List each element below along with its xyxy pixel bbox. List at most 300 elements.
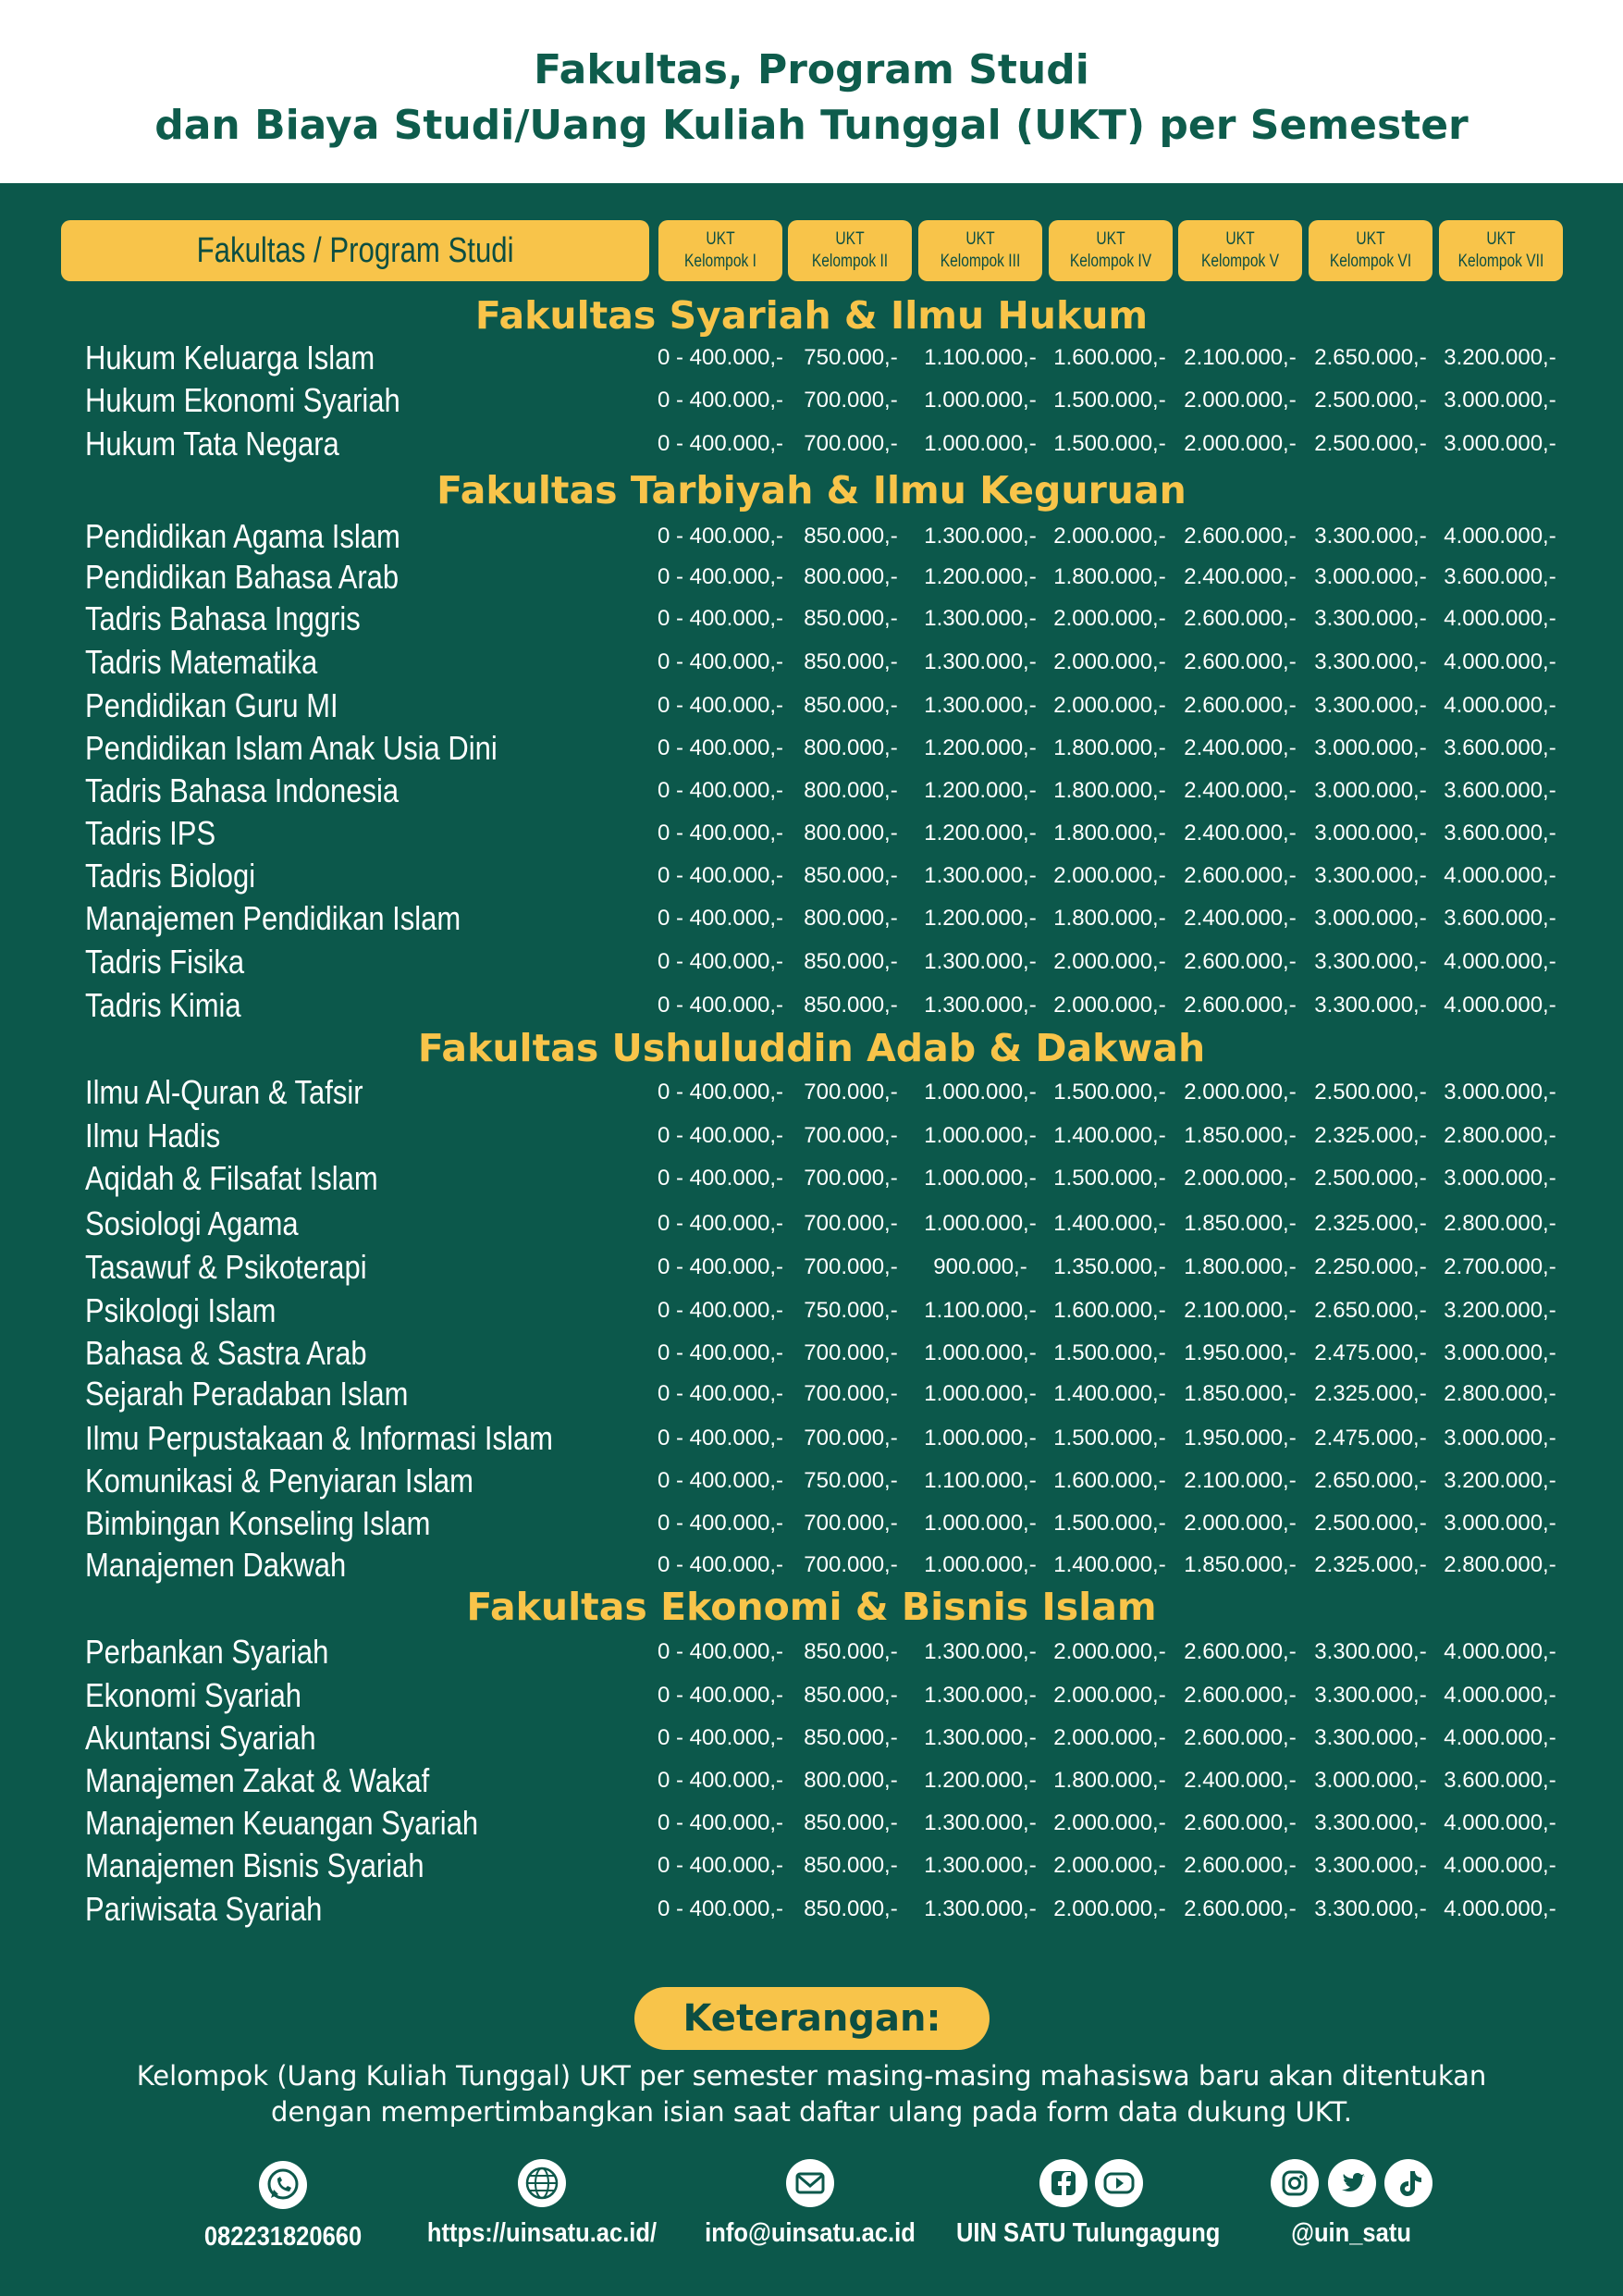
program-name: Akuntansi Syariah — [85, 1719, 316, 1757]
fee-cell-ukt-2: 700.000,- — [804, 1166, 898, 1191]
fee-cell-ukt-6: 2.475.000,- — [1314, 1426, 1427, 1450]
program-name: Tadris Bahasa Inggris — [85, 599, 361, 637]
header-ukt-1 — [658, 220, 782, 281]
fee-cell-ukt-3: 1.300.000,- — [924, 693, 1037, 718]
program-name: Aqidah & Filsafat Islam — [85, 1159, 378, 1197]
fee-cell-ukt-7: 4.000.000,- — [1444, 649, 1556, 674]
fee-cell-ukt-7: 2.700.000,- — [1444, 1254, 1556, 1279]
fee-cell-ukt-4: 1.500.000,- — [1053, 388, 1166, 413]
fee-cell-ukt-5: 2.000.000,- — [1184, 431, 1297, 456]
fee-cell-ukt-1: 0 - 400.000,- — [657, 821, 784, 846]
fee-cell-ukt-6: 3.300.000,- — [1314, 1810, 1427, 1835]
fee-cell-ukt-7: 4.000.000,- — [1444, 1896, 1556, 1921]
fee-cell-ukt-2: 800.000,- — [804, 778, 898, 803]
fee-cell-ukt-7: 4.000.000,- — [1444, 1853, 1556, 1878]
facebook-icon[interactable] — [1039, 2159, 1088, 2207]
fee-cell-ukt-3: 900.000,- — [933, 1254, 1027, 1279]
program-name: Ilmu Hadis — [85, 1117, 221, 1154]
program-name: Tadris Biologi — [85, 857, 256, 895]
fee-cell-ukt-4: 2.000.000,- — [1053, 1810, 1166, 1835]
fee-cell-ukt-1: 0 - 400.000,- — [657, 388, 784, 413]
fee-cell-ukt-2: 700.000,- — [804, 1123, 898, 1148]
header-ukt-2-line1: UKT — [835, 229, 865, 249]
fee-cell-ukt-4: 1.800.000,- — [1053, 821, 1166, 846]
fee-cell-ukt-1: 0 - 400.000,- — [657, 1768, 784, 1793]
fee-cell-ukt-4: 1.400.000,- — [1053, 1211, 1166, 1236]
fee-cell-ukt-2: 700.000,- — [804, 1080, 898, 1105]
fee-cell-ukt-4: 1.350.000,- — [1053, 1254, 1166, 1279]
program-name: Tadris Fisika — [85, 943, 245, 981]
fee-cell-ukt-3: 1.300.000,- — [924, 524, 1037, 549]
program-name: Tadris Matematika — [85, 643, 318, 681]
fee-cell-ukt-2: 850.000,- — [804, 606, 898, 631]
fee-cell-ukt-1: 0 - 400.000,- — [657, 1166, 784, 1191]
program-name: Psikologi Islam — [85, 1291, 277, 1329]
fee-cell-ukt-5: 2.600.000,- — [1184, 606, 1297, 631]
fee-cell-ukt-5: 2.600.000,- — [1184, 649, 1297, 674]
header-ukt-3-line2: Kelompok III — [940, 252, 1021, 271]
twitter-icon[interactable] — [1328, 2159, 1376, 2207]
fee-cell-ukt-6: 3.000.000,- — [1314, 906, 1427, 931]
fee-cell-ukt-3: 1.000.000,- — [924, 1552, 1037, 1577]
instagram-icon[interactable] — [1271, 2159, 1319, 2207]
fee-cell-ukt-6: 2.500.000,- — [1314, 431, 1427, 456]
fee-cell-ukt-1: 0 - 400.000,- — [657, 1123, 784, 1148]
fee-cell-ukt-5: 1.950.000,- — [1184, 1426, 1297, 1450]
fee-cell-ukt-5: 1.800.000,- — [1184, 1254, 1297, 1279]
fee-cell-ukt-3: 1.200.000,- — [924, 778, 1037, 803]
fee-cell-ukt-4: 1.500.000,- — [1053, 1511, 1166, 1536]
program-name: Pendidikan Islam Anak Usia Dini — [85, 729, 498, 767]
fee-cell-ukt-4: 2.000.000,- — [1053, 524, 1166, 549]
contact-email[interactable]: info@uinsatu.ac.id — [705, 2218, 916, 2248]
fee-cell-ukt-2: 700.000,- — [804, 431, 898, 456]
fee-cell-ukt-4: 2.000.000,- — [1053, 863, 1166, 888]
fee-cell-ukt-6: 2.325.000,- — [1314, 1211, 1427, 1236]
fee-cell-ukt-1: 0 - 400.000,- — [657, 1853, 784, 1878]
fee-cell-ukt-2: 800.000,- — [804, 735, 898, 760]
program-name: Perbankan Syariah — [85, 1633, 329, 1671]
fee-cell-ukt-1: 0 - 400.000,- — [657, 1552, 784, 1577]
fee-cell-ukt-6: 3.000.000,- — [1314, 564, 1427, 589]
fee-cell-ukt-7: 2.800.000,- — [1444, 1211, 1556, 1236]
fee-cell-ukt-7: 3.200.000,- — [1444, 1468, 1556, 1493]
fee-cell-ukt-1: 0 - 400.000,- — [657, 863, 784, 888]
fee-cell-ukt-2: 750.000,- — [804, 1298, 898, 1323]
fee-cell-ukt-3: 1.200.000,- — [924, 735, 1037, 760]
fee-cell-ukt-4: 1.600.000,- — [1053, 345, 1166, 370]
keterangan-line-2: dengan mempertimbangkan isian saat daftar ulang pada form data dukung UKT. — [271, 2096, 1352, 2128]
header-ukt-5-line2: Kelompok V — [1200, 252, 1279, 271]
header-ukt-4-line1: UKT — [1096, 229, 1125, 249]
fee-cell-ukt-4: 2.000.000,- — [1053, 1683, 1166, 1708]
fee-cell-ukt-3: 1.000.000,- — [924, 1166, 1037, 1191]
fee-cell-ukt-2: 850.000,- — [804, 863, 898, 888]
fee-cell-ukt-1: 0 - 400.000,- — [657, 649, 784, 674]
fee-cell-ukt-1: 0 - 400.000,- — [657, 1725, 784, 1750]
fee-cell-ukt-1: 0 - 400.000,- — [657, 1896, 784, 1921]
fee-cell-ukt-3: 1.300.000,- — [924, 1853, 1037, 1878]
fee-cell-ukt-2: 700.000,- — [804, 1426, 898, 1450]
fee-cell-ukt-1: 0 - 400.000,- — [657, 1683, 784, 1708]
fee-cell-ukt-7: 3.000.000,- — [1444, 431, 1556, 456]
program-name: Hukum Ekonomi Syariah — [85, 381, 400, 419]
fee-cell-ukt-3: 1.300.000,- — [924, 1896, 1037, 1921]
fee-cell-ukt-7: 3.600.000,- — [1444, 778, 1556, 803]
fee-cell-ukt-7: 3.000.000,- — [1444, 1511, 1556, 1536]
keterangan-badge: Keterangan: — [634, 1987, 990, 2050]
fee-cell-ukt-7: 4.000.000,- — [1444, 524, 1556, 549]
fee-cell-ukt-7: 4.000.000,- — [1444, 1683, 1556, 1708]
fee-cell-ukt-4: 1.800.000,- — [1053, 906, 1166, 931]
program-name: Tadris IPS — [85, 814, 216, 852]
program-name: Pariwisata Syariah — [85, 1890, 323, 1928]
fee-cell-ukt-3: 1.000.000,- — [924, 1381, 1037, 1406]
fee-cell-ukt-1: 0 - 400.000,- — [657, 345, 784, 370]
header-ukt-5 — [1178, 220, 1302, 281]
fee-cell-ukt-6: 3.300.000,- — [1314, 1896, 1427, 1921]
mail-icon[interactable] — [786, 2159, 834, 2207]
fee-cell-ukt-6: 3.300.000,- — [1314, 993, 1427, 1018]
fee-cell-ukt-6: 2.500.000,- — [1314, 1080, 1427, 1105]
contact-social-fb-yt[interactable]: UIN SATU Tulungagung — [956, 2218, 1221, 2248]
fee-cell-ukt-7: 2.800.000,- — [1444, 1123, 1556, 1148]
fee-cell-ukt-5: 1.850.000,- — [1184, 1381, 1297, 1406]
fee-cell-ukt-3: 1.300.000,- — [924, 606, 1037, 631]
contact-phone[interactable]: 082231820660 — [203, 2222, 363, 2252]
fee-cell-ukt-2: 750.000,- — [804, 345, 898, 370]
program-name: Bimbingan Konseling Islam — [85, 1504, 431, 1542]
fee-cell-ukt-7: 4.000.000,- — [1444, 863, 1556, 888]
fee-cell-ukt-5: 2.000.000,- — [1184, 1166, 1297, 1191]
fee-cell-ukt-3: 1.000.000,- — [924, 431, 1037, 456]
fee-cell-ukt-6: 3.300.000,- — [1314, 863, 1427, 888]
fee-cell-ukt-6: 3.300.000,- — [1314, 524, 1427, 549]
header-ukt-2 — [788, 220, 912, 281]
fee-cell-ukt-6: 3.000.000,- — [1314, 778, 1427, 803]
fee-cell-ukt-4: 1.500.000,- — [1053, 1340, 1166, 1365]
fee-cell-ukt-7: 3.600.000,- — [1444, 821, 1556, 846]
header-ukt-6-line2: Kelompok VI — [1329, 252, 1412, 271]
fee-cell-ukt-2: 850.000,- — [804, 1683, 898, 1708]
fee-cell-ukt-7: 4.000.000,- — [1444, 993, 1556, 1018]
fee-cell-ukt-7: 4.000.000,- — [1444, 1810, 1556, 1835]
fee-cell-ukt-4: 2.000.000,- — [1053, 1853, 1166, 1878]
fee-cell-ukt-7: 4.000.000,- — [1444, 1639, 1556, 1664]
title-area — [0, 0, 1623, 183]
keterangan-line-1: Kelompok (Uang Kuliah Tunggal) UKT per semester masing-masing mahasiswa baru akan ditentukan — [136, 2060, 1487, 2092]
fee-cell-ukt-4: 1.500.000,- — [1053, 1426, 1166, 1450]
fee-cell-ukt-3: 1.300.000,- — [924, 949, 1037, 974]
header-ukt-1-line1: UKT — [706, 229, 735, 249]
fee-cell-ukt-1: 0 - 400.000,- — [657, 1340, 784, 1365]
header-ukt-7-line2: Kelompok VII — [1457, 252, 1544, 271]
fee-cell-ukt-3: 1.100.000,- — [924, 1298, 1037, 1323]
fee-cell-ukt-5: 2.600.000,- — [1184, 993, 1297, 1018]
fee-cell-ukt-6: 2.500.000,- — [1314, 388, 1427, 413]
fee-cell-ukt-2: 800.000,- — [804, 1768, 898, 1793]
header-faculty-program-label: Fakultas / Program Studi — [196, 231, 514, 270]
fee-cell-ukt-7: 3.000.000,- — [1444, 1340, 1556, 1365]
fee-cell-ukt-2: 800.000,- — [804, 821, 898, 846]
fee-cell-ukt-6: 3.300.000,- — [1314, 1725, 1427, 1750]
program-name: Hukum Keluarga Islam — [85, 339, 375, 376]
fee-cell-ukt-2: 850.000,- — [804, 1725, 898, 1750]
fee-cell-ukt-2: 850.000,- — [804, 693, 898, 718]
fee-cell-ukt-6: 3.300.000,- — [1314, 949, 1427, 974]
fee-cell-ukt-5: 2.400.000,- — [1184, 906, 1297, 931]
fee-cell-ukt-6: 3.300.000,- — [1314, 1853, 1427, 1878]
fee-cell-ukt-3: 1.100.000,- — [924, 1468, 1037, 1493]
fee-cell-ukt-4: 2.000.000,- — [1053, 693, 1166, 718]
contact-website[interactable]: https://uinsatu.ac.id/ — [426, 2218, 658, 2248]
header-ukt-7 — [1439, 220, 1563, 281]
header-ukt-2-line2: Kelompok II — [811, 252, 889, 271]
fee-cell-ukt-1: 0 - 400.000,- — [657, 524, 784, 549]
fee-cell-ukt-2: 850.000,- — [804, 949, 898, 974]
fee-cell-ukt-1: 0 - 400.000,- — [657, 1080, 784, 1105]
header-ukt-1-line2: Kelompok I — [684, 252, 756, 271]
fee-cell-ukt-5: 2.000.000,- — [1184, 388, 1297, 413]
program-name: Pendidikan Guru MI — [85, 686, 338, 724]
fee-cell-ukt-7: 4.000.000,- — [1444, 1725, 1556, 1750]
program-name: Hukum Tata Negara — [85, 425, 339, 463]
fee-cell-ukt-2: 850.000,- — [804, 649, 898, 674]
fee-cell-ukt-3: 1.200.000,- — [924, 564, 1037, 589]
fee-cell-ukt-5: 2.400.000,- — [1184, 1768, 1297, 1793]
fee-cell-ukt-3: 1.000.000,- — [924, 388, 1037, 413]
fee-cell-ukt-6: 2.475.000,- — [1314, 1340, 1427, 1365]
program-name: Tasawuf & Psikoterapi — [85, 1248, 367, 1286]
fee-cell-ukt-5: 2.000.000,- — [1184, 1511, 1297, 1536]
fee-cell-ukt-2: 800.000,- — [804, 564, 898, 589]
fee-cell-ukt-7: 4.000.000,- — [1444, 949, 1556, 974]
fee-cell-ukt-1: 0 - 400.000,- — [657, 1381, 784, 1406]
fee-cell-ukt-4: 2.000.000,- — [1053, 1725, 1166, 1750]
header-ukt-5-line1: UKT — [1225, 229, 1255, 249]
fee-cell-ukt-1: 0 - 400.000,- — [657, 1254, 784, 1279]
fee-cell-ukt-5: 2.100.000,- — [1184, 345, 1297, 370]
fee-cell-ukt-5: 2.600.000,- — [1184, 524, 1297, 549]
fee-cell-ukt-3: 1.100.000,- — [924, 345, 1037, 370]
contact-social-handle[interactable]: @uin_satu — [1291, 2218, 1411, 2248]
fee-cell-ukt-3: 1.000.000,- — [924, 1511, 1037, 1536]
fee-cell-ukt-3: 1.200.000,- — [924, 906, 1037, 931]
fee-cell-ukt-4: 1.800.000,- — [1053, 1768, 1166, 1793]
fee-cell-ukt-6: 3.300.000,- — [1314, 1683, 1427, 1708]
fee-cell-ukt-7: 3.200.000,- — [1444, 1298, 1556, 1323]
fee-cell-ukt-5: 2.600.000,- — [1184, 863, 1297, 888]
fee-cell-ukt-5: 2.600.000,- — [1184, 1639, 1297, 1664]
fee-cell-ukt-1: 0 - 400.000,- — [657, 431, 784, 456]
program-name: Manajemen Zakat & Wakaf — [85, 1761, 430, 1799]
fee-cell-ukt-6: 3.000.000,- — [1314, 821, 1427, 846]
fee-cell-ukt-2: 700.000,- — [804, 1211, 898, 1236]
youtube-icon[interactable] — [1095, 2159, 1143, 2207]
fee-cell-ukt-1: 0 - 400.000,- — [657, 1211, 784, 1236]
fee-cell-ukt-7: 3.000.000,- — [1444, 1080, 1556, 1105]
fee-cell-ukt-3: 1.300.000,- — [924, 649, 1037, 674]
fee-cell-ukt-7: 3.600.000,- — [1444, 906, 1556, 931]
fee-cell-ukt-3: 1.000.000,- — [924, 1426, 1037, 1450]
fee-cell-ukt-6: 3.000.000,- — [1314, 735, 1427, 760]
fee-cell-ukt-2: 850.000,- — [804, 1896, 898, 1921]
globe-icon[interactable] — [518, 2159, 566, 2207]
fee-cell-ukt-1: 0 - 400.000,- — [657, 1639, 784, 1664]
fee-cell-ukt-7: 3.600.000,- — [1444, 1768, 1556, 1793]
fee-cell-ukt-1: 0 - 400.000,- — [657, 949, 784, 974]
program-name: Pendidikan Bahasa Arab — [85, 558, 400, 596]
fee-cell-ukt-5: 2.600.000,- — [1184, 1853, 1297, 1878]
fee-cell-ukt-4: 2.000.000,- — [1053, 949, 1166, 974]
fee-cell-ukt-6: 3.000.000,- — [1314, 1768, 1427, 1793]
fee-cell-ukt-3: 1.000.000,- — [924, 1340, 1037, 1365]
program-name: Sosiologi Agama — [85, 1204, 299, 1242]
header-ukt-3 — [918, 220, 1042, 281]
faculty-heading: Fakultas Ekonomi & Bisnis Islam — [466, 1585, 1157, 1629]
fee-cell-ukt-3: 1.000.000,- — [924, 1211, 1037, 1236]
fee-cell-ukt-6: 2.500.000,- — [1314, 1511, 1427, 1536]
fee-cell-ukt-7: 2.800.000,- — [1444, 1552, 1556, 1577]
fee-cell-ukt-5: 2.400.000,- — [1184, 778, 1297, 803]
fee-cell-ukt-6: 2.325.000,- — [1314, 1381, 1427, 1406]
fee-cell-ukt-4: 2.000.000,- — [1053, 1896, 1166, 1921]
fee-cell-ukt-2: 700.000,- — [804, 1381, 898, 1406]
fee-cell-ukt-5: 2.400.000,- — [1184, 564, 1297, 589]
tiktok-icon[interactable] — [1384, 2159, 1432, 2207]
fee-cell-ukt-7: 3.000.000,- — [1444, 1426, 1556, 1450]
fee-cell-ukt-6: 2.500.000,- — [1314, 1166, 1427, 1191]
fee-cell-ukt-1: 0 - 400.000,- — [657, 1511, 784, 1536]
fee-cell-ukt-7: 3.000.000,- — [1444, 1166, 1556, 1191]
fee-cell-ukt-2: 700.000,- — [804, 1552, 898, 1577]
fee-cell-ukt-3: 1.200.000,- — [924, 821, 1037, 846]
fee-cell-ukt-6: 2.325.000,- — [1314, 1552, 1427, 1577]
fee-cell-ukt-1: 0 - 400.000,- — [657, 906, 784, 931]
fee-cell-ukt-7: 3.000.000,- — [1444, 388, 1556, 413]
program-name: Tadris Kimia — [85, 986, 241, 1024]
fee-cell-ukt-2: 850.000,- — [804, 524, 898, 549]
program-name: Sejarah Peradaban Islam — [85, 1375, 409, 1413]
fee-cell-ukt-2: 700.000,- — [804, 388, 898, 413]
fee-cell-ukt-6: 2.325.000,- — [1314, 1123, 1427, 1148]
fee-cell-ukt-5: 1.850.000,- — [1184, 1123, 1297, 1148]
fee-cell-ukt-7: 3.600.000,- — [1444, 564, 1556, 589]
header-ukt-6 — [1309, 220, 1432, 281]
fee-cell-ukt-4: 2.000.000,- — [1053, 993, 1166, 1018]
header-faculty-program — [61, 220, 649, 281]
fee-cell-ukt-3: 1.300.000,- — [924, 1725, 1037, 1750]
fee-cell-ukt-6: 3.300.000,- — [1314, 693, 1427, 718]
fee-cell-ukt-7: 2.800.000,- — [1444, 1381, 1556, 1406]
fee-cell-ukt-5: 2.600.000,- — [1184, 1725, 1297, 1750]
fee-cell-ukt-2: 700.000,- — [804, 1254, 898, 1279]
fee-cell-ukt-4: 2.000.000,- — [1053, 649, 1166, 674]
fee-cell-ukt-4: 1.800.000,- — [1053, 778, 1166, 803]
fee-cell-ukt-4: 1.600.000,- — [1053, 1468, 1166, 1493]
fee-cell-ukt-5: 2.600.000,- — [1184, 949, 1297, 974]
header-ukt-4-line2: Kelompok IV — [1069, 252, 1152, 271]
fee-cell-ukt-2: 700.000,- — [804, 1511, 898, 1536]
fee-cell-ukt-2: 700.000,- — [804, 1340, 898, 1365]
fee-cell-ukt-6: 2.650.000,- — [1314, 1298, 1427, 1323]
fee-cell-ukt-4: 1.600.000,- — [1053, 1298, 1166, 1323]
program-name: Ekonomi Syariah — [85, 1676, 302, 1714]
fee-cell-ukt-6: 2.250.000,- — [1314, 1254, 1427, 1279]
fee-cell-ukt-6: 2.650.000,- — [1314, 1468, 1427, 1493]
program-name: Bahasa & Sastra Arab — [85, 1334, 367, 1372]
fee-cell-ukt-5: 1.950.000,- — [1184, 1340, 1297, 1365]
fee-cell-ukt-7: 4.000.000,- — [1444, 693, 1556, 718]
fee-cell-ukt-1: 0 - 400.000,- — [657, 1426, 784, 1450]
fee-cell-ukt-4: 1.800.000,- — [1053, 564, 1166, 589]
program-name: Ilmu Al-Quran & Tafsir — [85, 1073, 363, 1111]
fee-cell-ukt-5: 1.850.000,- — [1184, 1211, 1297, 1236]
fee-cell-ukt-4: 2.000.000,- — [1053, 606, 1166, 631]
fee-cell-ukt-6: 2.650.000,- — [1314, 345, 1427, 370]
fee-cell-ukt-7: 4.000.000,- — [1444, 606, 1556, 631]
program-name: Manajemen Pendidikan Islam — [85, 899, 461, 937]
header-ukt-6-line1: UKT — [1356, 229, 1385, 249]
fee-cell-ukt-3: 1.300.000,- — [924, 993, 1037, 1018]
fee-cell-ukt-1: 0 - 400.000,- — [657, 993, 784, 1018]
fee-cell-ukt-7: 3.200.000,- — [1444, 345, 1556, 370]
fee-cell-ukt-2: 850.000,- — [804, 1853, 898, 1878]
program-name: Komunikasi & Penyiaran Islam — [85, 1462, 473, 1500]
page-title-line-1: Fakultas, Program Studi — [534, 46, 1089, 93]
fee-cell-ukt-2: 850.000,- — [804, 1810, 898, 1835]
fee-cell-ukt-1: 0 - 400.000,- — [657, 1298, 784, 1323]
fee-cell-ukt-3: 1.000.000,- — [924, 1123, 1037, 1148]
fee-cell-ukt-5: 2.100.000,- — [1184, 1298, 1297, 1323]
fee-cell-ukt-5: 1.850.000,- — [1184, 1552, 1297, 1577]
fee-cell-ukt-1: 0 - 400.000,- — [657, 778, 784, 803]
fee-cell-ukt-1: 0 - 400.000,- — [657, 564, 784, 589]
fee-cell-ukt-4: 1.800.000,- — [1053, 735, 1166, 760]
fee-cell-ukt-4: 1.500.000,- — [1053, 1080, 1166, 1105]
fee-cell-ukt-5: 2.000.000,- — [1184, 1080, 1297, 1105]
fee-cell-ukt-7: 3.600.000,- — [1444, 735, 1556, 760]
fee-cell-ukt-1: 0 - 400.000,- — [657, 735, 784, 760]
program-name: Manajemen Keuangan Syariah — [85, 1804, 479, 1842]
fee-cell-ukt-4: 1.500.000,- — [1053, 431, 1166, 456]
whatsapp-icon[interactable] — [259, 2161, 307, 2209]
fee-cell-ukt-5: 2.600.000,- — [1184, 1683, 1297, 1708]
fee-cell-ukt-3: 1.300.000,- — [924, 1683, 1037, 1708]
fee-cell-ukt-5: 2.400.000,- — [1184, 735, 1297, 760]
page-title-line-2: dan Biaya Studi/Uang Kuliah Tunggal (UKT) per Semester — [154, 102, 1469, 149]
fee-cell-ukt-4: 1.400.000,- — [1053, 1381, 1166, 1406]
fee-cell-ukt-5: 2.400.000,- — [1184, 821, 1297, 846]
fee-cell-ukt-3: 1.200.000,- — [924, 1768, 1037, 1793]
program-name: Manajemen Bisnis Syariah — [85, 1846, 424, 1884]
fee-cell-ukt-6: 3.300.000,- — [1314, 606, 1427, 631]
fee-cell-ukt-4: 2.000.000,- — [1053, 1639, 1166, 1664]
fee-cell-ukt-5: 2.100.000,- — [1184, 1468, 1297, 1493]
header-ukt-3-line1: UKT — [965, 229, 995, 249]
fee-cell-ukt-5: 2.600.000,- — [1184, 1810, 1297, 1835]
fee-cell-ukt-4: 1.400.000,- — [1053, 1123, 1166, 1148]
fee-cell-ukt-2: 750.000,- — [804, 1468, 898, 1493]
header-ukt-7-line1: UKT — [1486, 229, 1516, 249]
fee-cell-ukt-6: 3.300.000,- — [1314, 1639, 1427, 1664]
program-name: Ilmu Perpustakaan & Informasi Islam — [85, 1419, 553, 1457]
fee-cell-ukt-2: 800.000,- — [804, 906, 898, 931]
fee-cell-ukt-2: 850.000,- — [804, 993, 898, 1018]
fee-cell-ukt-1: 0 - 400.000,- — [657, 693, 784, 718]
fee-cell-ukt-3: 1.000.000,- — [924, 1080, 1037, 1105]
fee-cell-ukt-1: 0 - 400.000,- — [657, 1468, 784, 1493]
